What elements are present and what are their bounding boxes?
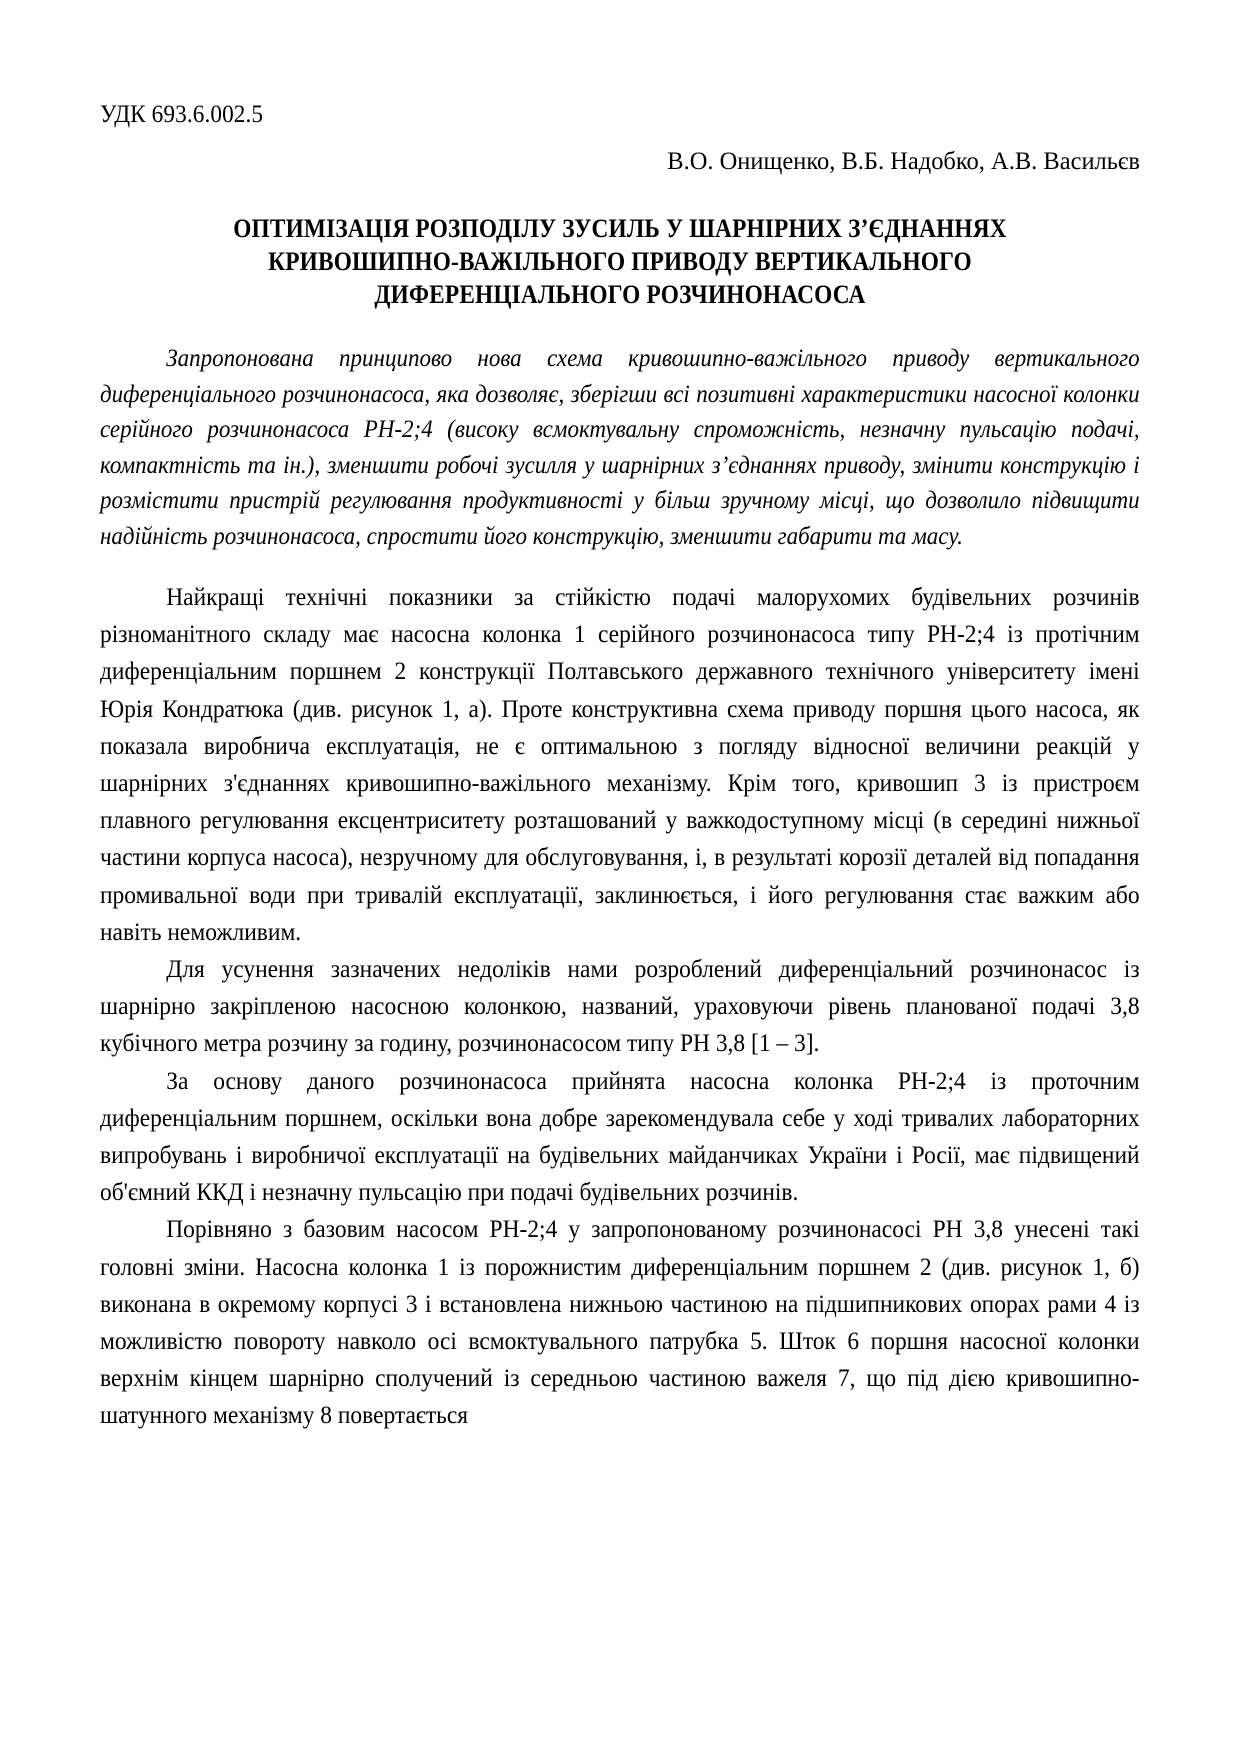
body-paragraph: За основу даного розчинонасоса прийнята насосна колонка РН-2;4 із проточним диференціальним поршнем, оскільки вона добре зарекомендувала себе у ході тривалих лабораторних випробувань і виробничої експлуатації на будівельних майданчиках України і Росії, має підвищений об'ємний ККД і незначну пульсацію при подачі будівельних розчинів. — [100, 1065, 1140, 1207]
body-paragraph: Порівняно з базовим насосом РН-2;4 у запропонованому розчинонасосі РН 3,8 унесені такі головні зміни. Насосна колонка 1 із порожнистим диференціальним поршнем 2 (див. рисунок 1, б) виконана в окремому корпусі 3 і встановлена нижньою частиною на підшипникових опорах рами 4 із можливістю повороту навколо осі всмоктувального патрубка 5. Шток 6 поршня насосної колонки верхнім кінцем шарнірно сполучений із середньою частиною важеля 7, що під дією кривошипно-шатунного механізму 8 повертається — [100, 1214, 1140, 1430]
title-line-2: КРИВОШИПНО-ВАЖІЛЬНОГО ПРИВОДУ ВЕРТИКАЛЬНОГО — [268, 246, 972, 276]
udc-code: УДК 693.6.002.5 — [100, 101, 264, 128]
abstract-text: Запропонована принципово нова схема кривошипно-важільного приводу вертикального диференціального розчинонасоса, яка дозволяє, зберігши всі позитивні характеристики насосної колонки серійного розчинонасоса РН-2;4 (високу всмоктувальну спроможність, незначну пульсацію подачі, компактність та ін.), зменшити робочі зусилля у шарнірних з’єднаннях приводу, змінити конструкцію і розмістити пристрій регулювання продуктивності у більш зручному місці, що дозволило підвищити надійність розчинонасоса, спростити його конструкцію, зменшити габарити та масу. — [100, 345, 1140, 550]
article-title — [100, 212, 1140, 311]
title-line-1: ОПТИМІЗАЦІЯ РОЗПОДІЛУ ЗУСИЛЬ У ШАРНІРНИХ З’ЄДНАННЯХ — [233, 213, 1007, 243]
article-body — [100, 578, 1140, 1434]
author-list: В.О. Онищенко, В.Б. Надобко, А.В. Васильєв — [667, 146, 1140, 175]
title-line-3: ДИФЕРЕНЦІАЛЬНОГО РОЗЧИНОНАСОСА — [374, 279, 866, 309]
body-paragraph: Найкращі технічні показники за стійкістю подачі малорухомих будівельних розчинів різноманітного складу має насосна колонка 1 серійного розчинонасоса типу РН-2;4 із протічним диференціальним поршнем 2 конструкції Полтавського державного технічного університету імені Юрія Кондратюка (див. рисунок 1, а). Проте конструктивна схема приводу поршня цього насоса, як показала виробнича експлуатація, не є оптимальною з погляду відносної величини реакцій у шарнірних з'єднаннях кривошипно-важільного механізму. Крім того, кривошип 3 із пристроєм плавного регулювання ексцентриситету розташований у важкодоступному місці (в середині нижньої частини корпуса насоса), незручному для обслуговування, і, в результаті корозії деталей від попадання промивальної води при тривалій експлуатації, заклинюється, і його регулювання стає важким або навіть неможливим. — [100, 582, 1140, 946]
body-paragraph: Для усунення зазначених недоліків нами розроблений диференціальний розчинонасос із шарнірно закріпленою насосною колонкою, названий, ураховуючи рівень планованої подачі 3,8 кубічного метра розчину за годину, розчинонасосом типу РН 3,8 [1 – 3]. — [100, 954, 1140, 1058]
